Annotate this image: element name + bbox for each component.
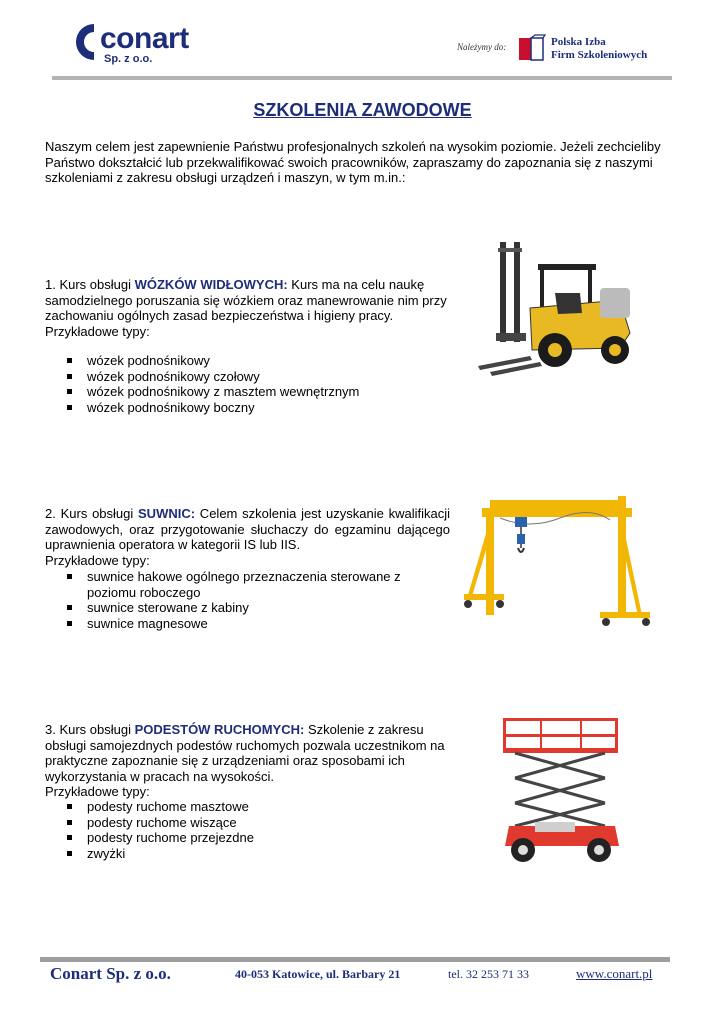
types-label: Przykładowe typy: [45,784,150,799]
company-logo-text: conart [100,22,189,55]
chamber-book-icon [517,34,547,64]
list-item: podesty ruchome przejezdne [45,830,445,846]
footer-website-link[interactable]: www.conart.pl [576,966,653,981]
course-description: Celem szkolenia jest uzyskanie kwalifikacji zawodowych, oraz przygotowanie słuchaczy do egzaminu dającego uprawnienia operatora w kategorii IS lub IIS. [45,506,450,552]
forklift-image [470,238,645,380]
course-prefix: 3. Kurs obsługi [45,722,135,737]
course-description: Szkolenie z zakresu obsługi samojezdnych podestów ruchomych pozwala uczestnikom na praktyczne zapoznanie się z urządzeniami oraz sposobami ich wykorzystania w pracach na wysokości. [45,722,445,784]
footer-address: 40-053 Katowice, ul. Barbary 21 [235,967,401,981]
forklift-types-list [45,353,445,415]
list-item: suwnice hakowe ogólnego przeznaczenia sterowane z poziomu roboczego [45,569,445,600]
course-description: Kurs ma na celu naukę samodzielnego poruszania się wózkiem oraz manewrowanie nim przy zachowaniu ogólnych zasad bezpieczeństwa i higieny pracy. [45,277,447,323]
footer-phone: tel. 32 253 71 33 [448,967,529,981]
footer-company: Conart Sp. z o.o. [50,964,171,983]
list-item: zwyżki [45,846,445,862]
list-item: wózek podnośnikowy [45,353,445,369]
course-prefix: 1. Kurs obsługi [45,277,135,292]
list-item: suwnice magnesowe [45,616,445,632]
list-item: podesty ruchome wiszące [45,815,445,831]
course-name: SUWNIC: [138,506,196,521]
types-label: Przykładowe typy: [45,552,150,568]
list-item: wózek podnośnikowy czołowy [45,369,445,385]
list-item: podesty ruchome masztowe [45,799,445,815]
course-prefix: 2. Kurs obsługi [45,506,139,521]
course-forklifts [45,277,450,339]
list-item: wózek podnośnikowy z masztem wewnętrznym [45,384,445,400]
list-item: wózek podnośnikowy boczny [45,400,445,416]
course-name: WÓZKÓW WIDŁOWYCH: [134,277,288,292]
crane-types-list [45,569,445,631]
list-item: suwnice sterowane z kabiny [45,600,445,616]
course-name: PODESTÓW RUCHOMYCH: [134,722,305,737]
course-mobile-platforms [45,722,465,800]
scissor-lift-image [495,712,630,867]
footer-divider [40,957,670,962]
chamber-name-line2: Firm Szkoleniowych [551,49,648,61]
types-label: Przykładowe typy: [45,323,150,339]
header-divider [52,76,672,80]
intro-paragraph: Naszym celem jest zapewnienie Państwu profesjonalnych szkoleń na wysokim poziomie. Jeżeli zechcieliby Państwo dokształcić lub przekwalifikować swoich pracowników, zapraszamy do zapoznania się z naszymi szkoleniami z zakresu obsługi urządzeń i maszyn, w tym m.in.: [45,139,661,185]
company-logo-suffix: Sp. z o.o. [104,53,153,65]
chamber-name-line1: Polska Izba [551,36,606,48]
membership-label: Należymy do: [457,42,507,52]
gantry-crane-image [460,490,655,640]
page-title: SZKOLENIA ZAWODOWE [253,100,472,120]
course-cranes [45,506,450,568]
platform-types-list [45,799,445,861]
